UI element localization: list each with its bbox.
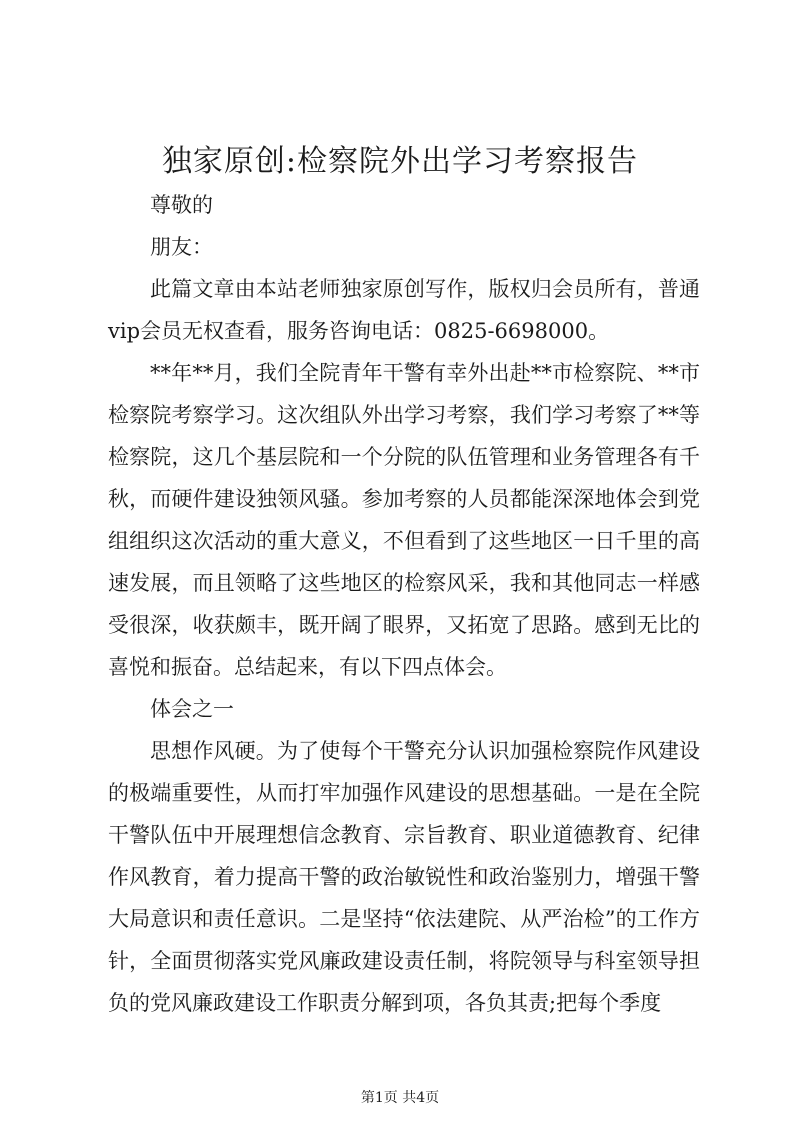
copyright-notice: 此篇文章由本站老师独家原创写作，版权归会员所有，普通vip会员无权查看，服务咨询电话：0825-6698000。	[108, 277, 700, 343]
greeting-line-1: 尊敬的	[150, 193, 213, 217]
intro-paragraph: **年**月，我们全院青年干警有幸外出赴**市检察院、**市检察院考察学习。这次组队外出学习考察，我们学习考察了**等检察院，这几个基层院和一个分院的队伍管理和业务管理各有千秋，而硬件建设独领风骚。参加考察的人员都能深深地体会到党组组织这次活动的重大意义，不但看到了这些地区一日千里的高速发展，而且领略了这些地区的检察风采，我和其他同志一样感受很深，收获颇丰，既开阔了眼界，又拓宽了思路。感到无比的喜悦和振奋。总结起来，有以下四点体会。	[108, 361, 700, 679]
section-paragraph: 思想作风硬。为了使每个干警充分认识加强检察院作风建设的极端重要性，从而打牢加强作风建设的思想基础。一是在全院干警队伍中开展理想信念教育、宗旨教育、职业道德教育、纪律作风教育，着力提高干警的政治敏锐性和政治鉴别力，增强干警大局意识和责任意识。二是坚持“依法建院、从严治检”的工作方针，全面贯彻落实党风廉政建设责任制，将院领导与科室领导担负的党风廉政建设工作职责分解到项，各负其责;把每个季度	[108, 739, 700, 1015]
document-body	[108, 184, 700, 1024]
greeting-line-2: 朋友：	[150, 235, 213, 259]
document-title: 独家原创:检察院外出学习考察报告	[161, 144, 639, 179]
page-footer: 第1页 共4页	[360, 1090, 440, 1106]
section-heading: 体会之一	[150, 697, 234, 721]
